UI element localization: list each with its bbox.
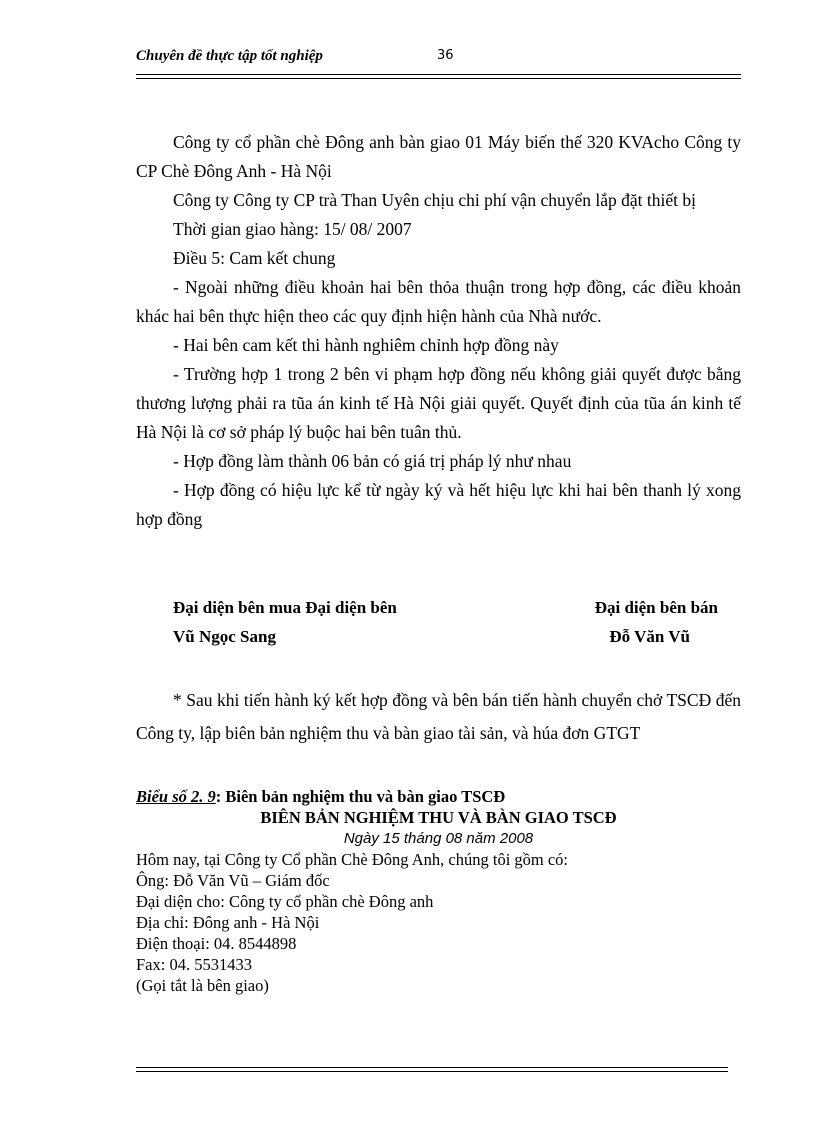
buyer-representative-label: Đại diện bên mua Đại diện bên (173, 598, 397, 617)
handover-record (136, 786, 741, 996)
document-title: Chuyên đề thực tập tốt nghiệp (136, 48, 323, 64)
record-line: Địa chỉ: Đông anh - Hà Nội (136, 913, 320, 932)
page-header (136, 48, 741, 68)
paragraph: - Hợp đồng có hiệu lực kể từ ngày ký và hết hiệu lực khi hai bên thanh lý xong hợp đồng (136, 480, 741, 529)
record-caption-label: Biểu số 2. 9 (136, 787, 216, 806)
note-section (136, 684, 741, 750)
note-paragraph: * Sau khi tiến hành ký kết hợp đồng và bên bán tiến hành chuyển chở TSCĐ đến Công ty, lập biên bản nghiệm thu và bàn giao tài sản, và húa đơn GTGT (136, 690, 741, 743)
record-date: Ngày 15 tháng 08 năm 2008 (343, 830, 534, 847)
contract-body (136, 128, 741, 534)
seller-representative-label: Đại diện bên bán (594, 598, 718, 617)
paragraph: - Hợp đồng làm thành 06 bản có giá trị pháp lý như nhau (173, 451, 572, 471)
seller-name: Đỗ Văn Vũ (609, 627, 690, 646)
record-line: Ông: Đỗ Văn Vũ – Giám đốc (136, 871, 330, 890)
buyer-name: Vũ Ngọc Sang (173, 627, 276, 646)
record-title: BIÊN BẢN NGHIỆM THU VÀ BÀN GIAO TSCĐ (260, 808, 617, 827)
record-line: Điện thoại: 04. 8544898 (136, 934, 297, 953)
paragraph: Thời gian giao hàng: 15/ 08/ 2007 (173, 219, 412, 239)
record-line: (Gọi tắt là bên giao) (136, 976, 269, 995)
paragraph: Công ty cổ phần chè Đông anh bàn giao 01 Máy biến thế 320 KVAcho Công ty CP Chè Đông Anh - Hà Nội (136, 132, 741, 181)
paragraph: Công ty Công ty CP trà Than Uyên chịu chi phí vận chuyển lắp đặt thiết bị (173, 190, 696, 210)
record-line: Fax: 04. 5531433 (136, 955, 252, 974)
record-caption (136, 786, 741, 807)
record-line: Hôm nay, tại Công ty Cổ phần Chè Đông Anh, chúng tôi gồm có: (136, 850, 569, 869)
paragraph: - Hai bên cam kết thi hành nghiêm chỉnh hợp đồng này (173, 335, 559, 355)
record-line: Đại diện cho: Công ty cổ phần chè Đông anh (136, 892, 434, 911)
paragraph: - Trường hợp 1 trong 2 bên vi phạm hợp đồng nếu không giải quyết được bằng thương lượng phải ra tũa án kinh tế Hà Nội giải quyết. Quyết định của tũa án kinh tế Hà Nội là cơ sở pháp lý buộc hai bên tuân thủ. (136, 364, 741, 442)
header-divider (136, 74, 741, 79)
paragraph: Điều 5: Cam kết chung (173, 248, 336, 268)
page-number: 36 (437, 48, 454, 63)
footer-divider (136, 1067, 728, 1072)
paragraph: - Ngoài những điều khoản hai bên thỏa thuận trong hợp đồng, các điều khoản khác hai bên thực hiện theo các quy định hiện hành của Nhà nước. (136, 277, 741, 326)
record-caption-text: : Biên bản nghiệm thu và bàn giao TSCĐ (215, 787, 506, 806)
